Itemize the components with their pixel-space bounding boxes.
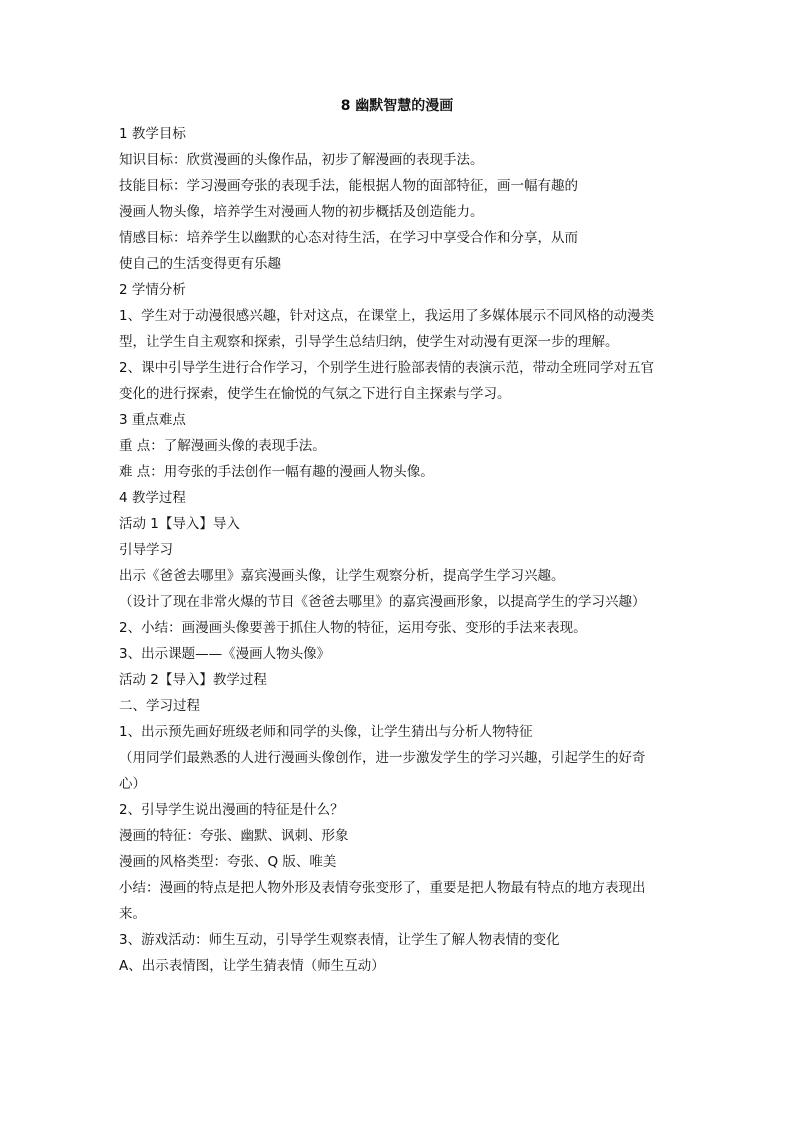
section-heading-objectives: 1 教学目标 — [119, 126, 186, 142]
paragraph-line: 来。 — [119, 906, 146, 922]
paragraph-line: 1、学生对于动漫很感兴趣，针对这点，在课堂上，我运用了多媒体展示不同风格的动漫类 — [119, 308, 655, 324]
paragraph-line: 3、出示课题——《漫画人物头像》 — [119, 646, 331, 662]
paragraph-line: 二、学习过程 — [119, 698, 200, 714]
paragraph-line: 漫画人物头像，培养学生对漫画人物的初步概括及创造能力。 — [119, 204, 484, 220]
paragraph-line: 技能目标：学习漫画夸张的表现手法，能根据人物的面部特征，画一幅有趣的 — [119, 178, 578, 194]
paragraph-line: 心） — [119, 776, 146, 792]
paragraph-line: 2、小结：画漫画头像要善于抓住人物的特征，运用夸张、变形的手法来表现。 — [119, 620, 587, 636]
paragraph-line: 引导学习 — [119, 542, 173, 558]
paragraph-line: 漫画的特征：夸张、幽默、讽刺、形象 — [119, 828, 349, 844]
paragraph-line: 小结：漫画的特点是把人物外形及表情夸张变形了，重要是把人物最有特点的地方表现出 — [119, 880, 646, 896]
document-body — [119, 121, 679, 979]
section-heading-key-points: 3 重点难点 — [119, 412, 186, 428]
paragraph-line: 知识目标：欣赏漫画的头像作品，初步了解漫画的表现手法。 — [119, 152, 484, 168]
paragraph-line: 变化的进行探索，使学生在愉悦的气氛之下进行自主探索与学习。 — [119, 386, 511, 402]
paragraph-line: 2、课中引导学生进行合作学习，个别学生进行脸部表情的表演示范，带动全班同学对五官 — [119, 360, 655, 376]
paragraph-line: A、出示表情图，让学生猜表情（师生互动） — [119, 958, 385, 974]
activity-heading: 活动 2【导入】教学过程 — [119, 672, 267, 688]
paragraph-line: 重 点：了解漫画头像的表现手法。 — [119, 438, 326, 454]
paragraph-line: 3、游戏活动：师生互动，引导学生观察表情，让学生了解人物表情的变化 — [119, 932, 560, 948]
paragraph-line: 难 点：用夸张的手法创作一幅有趣的漫画人物头像。 — [119, 464, 434, 480]
paragraph-line: 型，让学生自主观察和探索，引导学生总结归纳，使学生对动漫有更深一步的理解。 — [119, 334, 619, 350]
paragraph-line: （用同学们最熟悉的人进行漫画头像创作，进一步激发学生的学习兴趣，引起学生的好奇 — [119, 750, 646, 766]
document-title: 8 幽默智慧的漫画 — [340, 98, 454, 114]
section-heading-process: 4 教学过程 — [119, 490, 186, 506]
section-heading-analysis: 2 学情分析 — [119, 282, 186, 298]
paragraph-line: 漫画的风格类型：夸张、Q 版、唯美 — [119, 854, 337, 870]
paragraph-line: 出示《爸爸去哪里》嘉宾漫画头像，让学生观察分析，提高学生学习兴趣。 — [119, 568, 565, 584]
activity-heading: 活动 1【导入】导入 — [119, 516, 240, 532]
paragraph-line: 2、引导学生说出漫画的特征是什么？ — [119, 802, 344, 818]
paragraph-line: （设计了现在非常火爆的节目《爸爸去哪里》的嘉宾漫画形象，以提高学生的学习兴趣） — [119, 594, 646, 610]
paragraph-line: 情感目标：培养学生以幽默的心态对待生活，在学习中享受合作和分享，从而 — [119, 230, 578, 246]
paragraph-line: 1、出示预先画好班级老师和同学的头像，让学生猜出与分析人物特征 — [119, 724, 533, 740]
paragraph-line: 使自己的生活变得更有乐趣 — [119, 256, 281, 272]
